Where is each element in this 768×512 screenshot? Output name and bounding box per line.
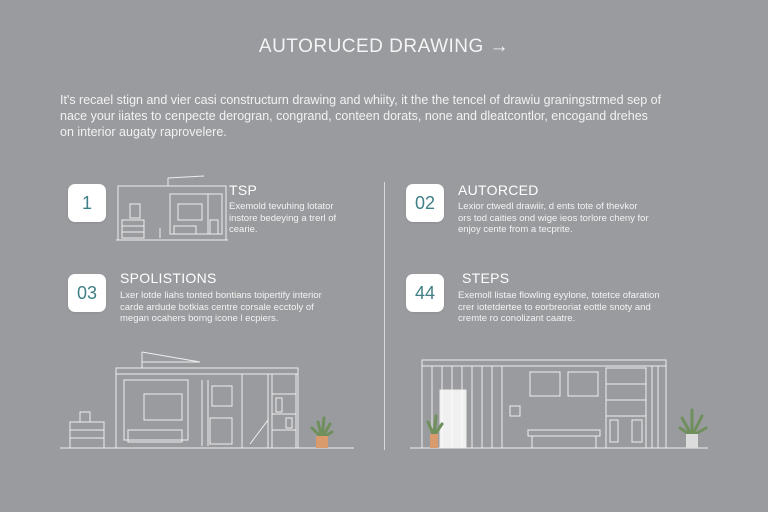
step-4-desc-line: crer iotetdertee to eorbreoriat eottle snoty and <box>458 301 651 313</box>
step-2-desc-line: Lexior ctwedl drawiir, d ents tote of thevkor <box>458 201 638 212</box>
step-1-desc-line: instore bedeying a trerl of <box>229 212 337 224</box>
step-2-desc-line: enjoy cente from a tecprite. <box>458 224 573 235</box>
step-3-desc-line: Lxer lotde liahs tonted bontians toipertify interior <box>120 290 322 301</box>
intro-line: It's recael stign and vier casi constructurn drawing and whiity, it the the tencel of drawiu graningstrmed sep of <box>60 93 662 107</box>
step-4-description <box>458 290 660 325</box>
step-3-desc-line: megan ocahers borng icone l ecpiers. <box>120 313 279 324</box>
step-1-desc-line: Exemold tevuhing lotator <box>229 201 334 212</box>
step-1-description <box>229 201 336 236</box>
step-1-badge: 1 <box>68 184 106 222</box>
step-3-description <box>120 290 322 325</box>
intro-line: nace your iiates to cenpecte derogran, congrand, conteen dorats, none and dleatcontlor, encogand drehes <box>60 109 648 123</box>
plant-icon <box>680 410 706 448</box>
step-4-title: STEPS <box>462 270 510 286</box>
step-2-badge: 02 <box>406 184 444 222</box>
step-3-title: SPOLISTIONS <box>120 270 217 286</box>
house-elevation-illustration <box>60 346 356 452</box>
step-2-title: AUTORCED <box>458 182 539 198</box>
step-4-desc-line: cremte ro conolizant caatre. <box>458 313 576 324</box>
intro-paragraph <box>60 92 710 140</box>
step-2-description <box>458 201 649 236</box>
step-1-illustration <box>116 172 228 242</box>
step-1-title: TSP <box>229 182 258 198</box>
page-title: AUTORUCED DRAWING → <box>258 36 510 57</box>
plant-icon <box>312 418 332 448</box>
step-1-desc-line: cearie. <box>229 224 258 235</box>
intro-line: on interior augaty raprovelere. <box>60 125 227 139</box>
center-divider <box>384 182 385 450</box>
step-3-desc-line: carde ardude botkias centre corsale ecctoly of <box>120 301 314 313</box>
step-2-desc-line: ors tod caities ond wige ieos torlore cheny for <box>458 212 649 224</box>
interior-elevation-illustration <box>410 356 710 452</box>
step-4-desc-line: Exemoll listae flowling eyylone, totetce ofaration <box>458 290 660 301</box>
step-3-badge: 03 <box>68 274 106 312</box>
step-4-badge: 44 <box>406 274 444 312</box>
